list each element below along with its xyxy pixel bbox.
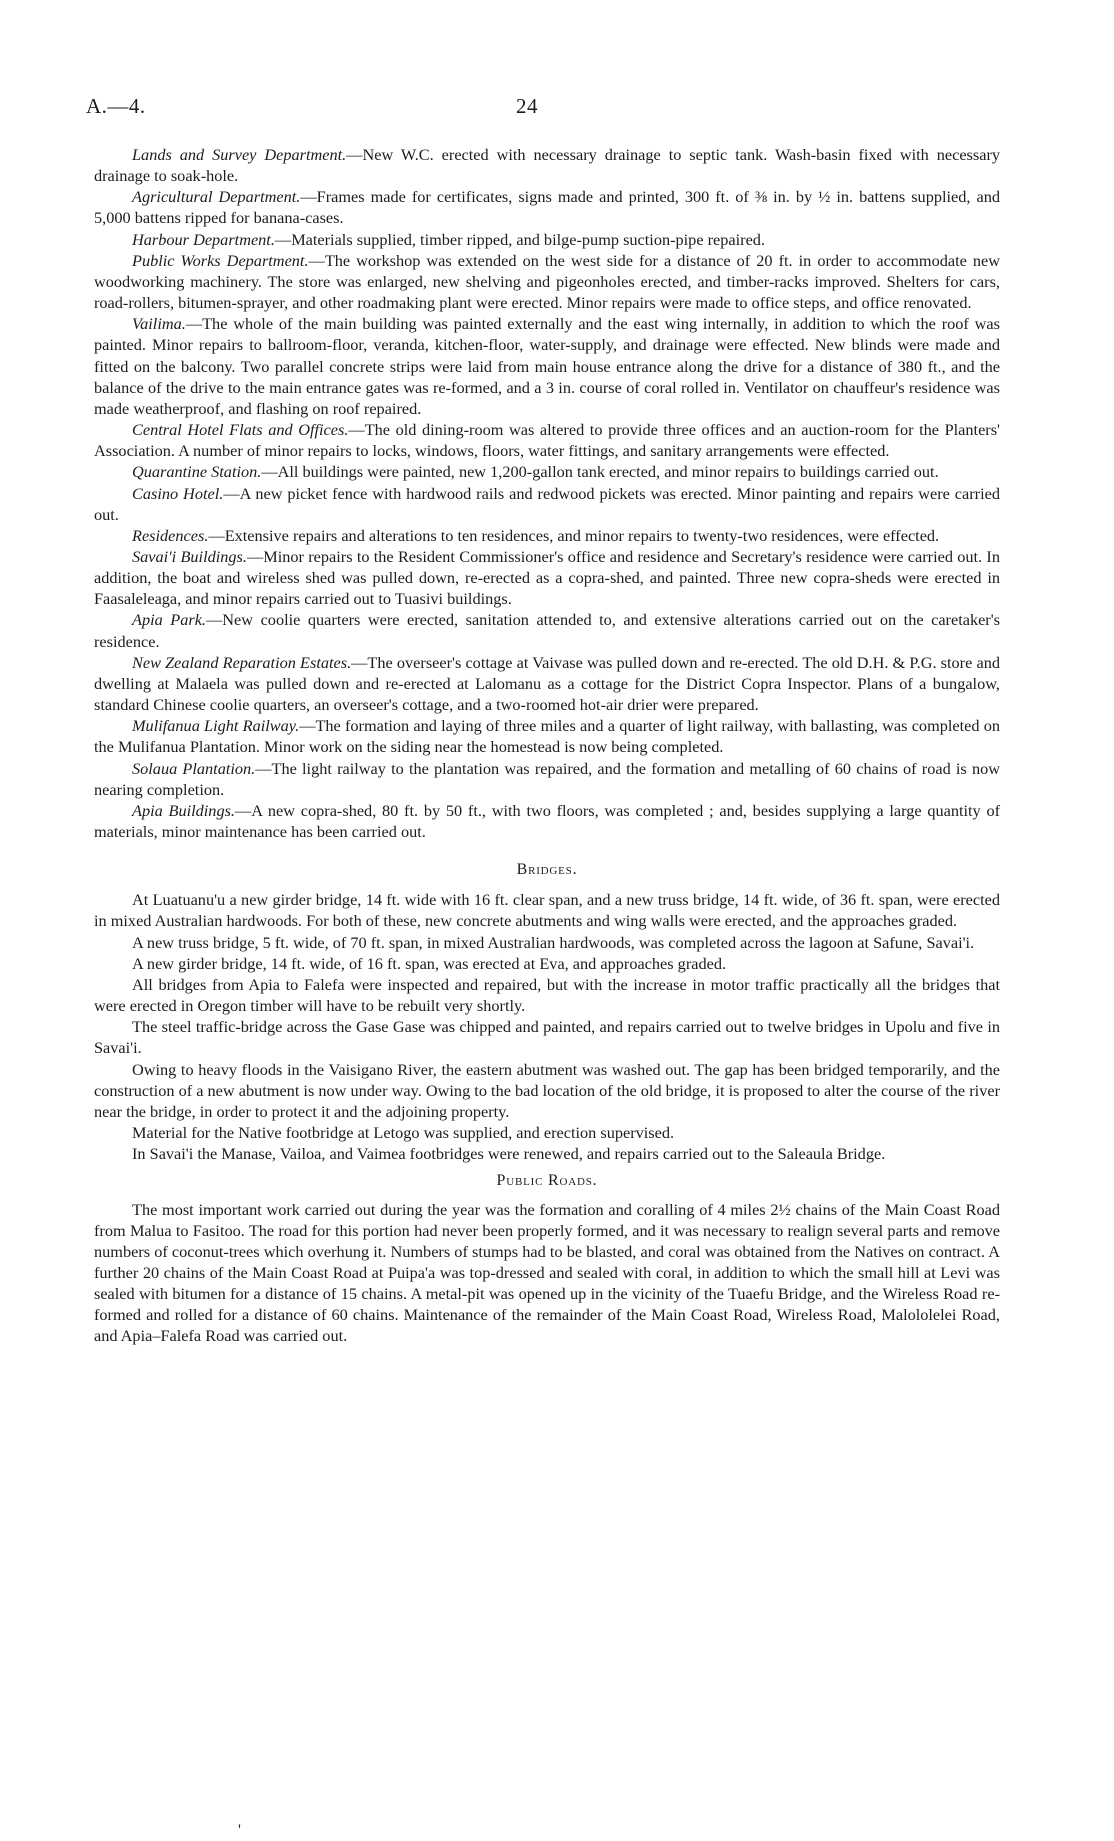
document-reference: A.—4. [86, 94, 146, 118]
paragraph-savaii [94, 546, 1000, 609]
paragraph-lead: Residences. [132, 525, 209, 545]
paragraph-lead: New Zealand Reparation Estates. [132, 652, 352, 672]
paragraph-vailima [94, 313, 1000, 419]
paragraph-mulifanua [94, 715, 1000, 757]
paragraph-quarantine [94, 461, 1000, 482]
paragraph-apia-park [94, 609, 1000, 651]
bridges-paragraph: In Savai'i the Manase, Vailoa, and Vaimea footbridges were renewed, and repairs carried out to the Saleaula Bridge. [132, 1144, 886, 1164]
paragraph-text: —The formation and laying of three miles and a quarter of light railway, with ballasting, was completed on the Mulifanua Plantation. Minor work on the siding near the homestead is now being completed. [94, 716, 1001, 757]
paragraph-lead: Agricultural Department. [132, 187, 301, 207]
page-number: 24 [516, 94, 538, 118]
document-body [94, 144, 1000, 1347]
paragraph-solaua [94, 758, 1000, 800]
paragraph-text: —A new picket fence with hardwood rails and redwood pickets was erected. Minor painting and repairs were carried out. [94, 483, 1000, 524]
paragraph-lead: Solaua Plantation. [132, 758, 256, 778]
paragraph-lead: Apia Buildings. [132, 800, 235, 820]
paragraph-text: —A new copra-shed, 80 ft. by 50 ft., with two floors, was completed ; and, besides supplying a large quantity of materials, minor maintenance has been carried out. [94, 800, 1001, 841]
paragraph-text: —The whole of the main building was painted externally and the east wing internally, in addition to which the roof was painted. Minor repairs to ballroom-floor, veranda, kitchen-floor, water-supply, and drainage were effected. New blinds were made and fitted on the balcony. Two parallel concrete strips were laid from main house entrance along the drive for a distance of 380 ft., and the balance of the drive to the main entrance gates was re-formed, and a 3 in. course of coral rolled in. Ventilator on chauffeur's residence was made weatherproof, and flashing on roof repaired. [94, 314, 1000, 418]
paragraph-lead: Mulifanua Light Railway. [132, 716, 300, 736]
paragraph-lead: Harbour Department. [132, 229, 275, 249]
section-heading-bridges: Bridges. [516, 861, 578, 879]
paragraph-reparation-estates [94, 652, 1000, 715]
paragraph-lead: Central Hotel Flats and Offices. [132, 420, 349, 440]
paragraph-text: —Materials supplied, timber ripped, and bilge-pump suction-pipe repaired. [274, 229, 766, 249]
bridges-paragraph: The steel traffic-bridge across the Gase Gase was chipped and painted, and repairs carried out to twelve bridges in Upolu and five in Savai'i. [94, 1017, 1000, 1058]
roads-paragraph: The most important work carried out during the year was the formation and coralling of 4 miles 2½ chains of the Main Coast Road from Malua to Fasitoo. The road for this portion had never been properly formed, and it was necessary to realign several parts and remove numbers of coconut-trees which overhung it. Numbers of stumps had to be blasted, and coral was obtained from the Natives on contract. A further 20 chains of the Main Coast Road at Puipa'a was top-dressed and sealed with coral, in addition to which the small hill at Levi was sealed with bitumen for a distance of 15 chains. A metal-pit was opened up in the vicinity of the Tuaefu Bridge, and the Wireless Road re-formed and rolled for a distance of 60 chains. Maintenance of the remainder of the Main Coast Road, Wireless Road, Malololelei Road, and Apia–Falefa Road was carried out. [94, 1199, 1000, 1346]
paragraph-lead: Public Works Department. [132, 250, 309, 270]
paragraph-text: —The overseer's cottage at Vaivase was pulled down and re-erected. The old D.H. & P.G. store and dwelling at Malaela was pulled down and re-erected at Lalomanu as a cottage for the District Copra Inspector. Plans of a bungalow, standard Chinese coolie quarters, an overseer's cottage, and a two-roomed hot-air drier were prepared. [94, 652, 1000, 715]
paragraph-lead: Apia Park. [132, 610, 207, 630]
bridges-paragraph: A new girder bridge, 14 ft. wide, of 16 ft. span, was erected at Eva, and approaches graded. [132, 953, 727, 973]
paragraph-text: —The old dining-room was altered to provide three offices and an auction-room for the Planters' Association. A number of minor repairs to locks, windows, floors, water fittings, and sanitary arrangements were effected. [94, 420, 1000, 461]
paragraph-text: —All buildings were painted, new 1,200-gallon tank erected, and minor repairs to buildings carried out. [261, 462, 939, 482]
bridges-paragraph: A new truss bridge, 5 ft. wide, of 70 ft. span, in mixed Australian hardwoods, was completed across the lagoon at Safune, Savai'i. [132, 932, 975, 952]
paragraph-lead: Quarantine Station. [132, 462, 262, 482]
paragraph-agricultural [94, 186, 1000, 228]
paragraph-text: —New W.C. erected with necessary drainage to septic tank. Wash-basin fixed with necessary drainage to soak-hole. [94, 145, 1001, 186]
paragraph-lands-survey [94, 144, 1000, 186]
paragraph-text: —Frames made for certificates, signs made and printed, 300 ft. of ⅜ in. by ½ in. battens supplied, and 5,000 battens ripped for banana-cases. [94, 187, 1000, 228]
paragraph-residences [94, 525, 1000, 546]
paragraph-central-hotel [94, 419, 1000, 461]
section-heading-public-roads: Public Roads. [496, 1172, 598, 1190]
paragraph-public-works [94, 250, 1000, 313]
paragraph-apia-buildings [94, 800, 1000, 842]
paragraph-lead: Vailima. [132, 314, 186, 334]
paragraph-text: —Minor repairs to the Resident Commissioner's office and residence and Secretary's residence were carried out. In addition, the boat and wireless shed was pulled down, re-erected as a copra-shed, and painted. Three new copra-sheds were erected in Faasaleleaga, and minor repairs carried out to Tuasivi buildings. [94, 546, 1000, 609]
footer-mark: ' [238, 1822, 241, 1839]
paragraph-text: —New coolie quarters were erected, sanitation attended to, and extensive alterations carried out on the caretaker's residence. [94, 610, 1000, 651]
paragraph-casino [94, 483, 1000, 525]
paragraph-harbour [94, 229, 1000, 250]
bridges-paragraph: All bridges from Apia to Falefa were inspected and repaired, but with the increase in motor traffic practically all the bridges that were erected in Oregon timber will have to be rebuilt very shortly. [94, 974, 1000, 1016]
paragraph-text: —The light railway to the plantation was repaired, and the formation and metalling of 60 chains of road is now nearing completion. [94, 758, 1000, 799]
paragraph-text: —Extensive repairs and alterations to ten residences, and minor repairs to twenty-two residences, were effected. [208, 525, 940, 545]
bridges-paragraph: At Luatuanu'u a new girder bridge, 14 ft. wide with 16 ft. clear span, and a new truss bridge, 14 ft. wide, of 36 ft. span, were erected in mixed Australian hardwoods. For both of these, new concrete abutments and wing walls were erected, and the approaches graded. [94, 890, 1000, 931]
bridges-paragraph: Material for the Native footbridge at Letogo was supplied, and erection supervised. [132, 1123, 675, 1143]
bridges-paragraph: Owing to heavy floods in the Vaisigano River, the eastern abutment was washed out. The gap has been bridged temporarily, and the construction of a new abutment is now under way. Owing to the bad location of the old bridge, it is proposed to alter the course of the river near the bridge, in order to protect it and the adjoining property. [94, 1059, 1000, 1121]
paragraph-text: —The workshop was extended on the west side for a distance of 20 ft. in order to accommodate new woodworking machinery. The store was enlarged, new shelving and pigeonholes erected, and timber-racks improved. Shelters for cars, road-rollers, bitumen-sprayer, and other roadmaking plant were erected. Minor repairs were made to office steps, and office renovated. [94, 250, 1000, 313]
paragraph-lead: Casino Hotel. [132, 483, 224, 503]
paragraph-lead: Lands and Survey Department. [132, 145, 347, 164]
paragraph-lead: Savai'i Buildings. [132, 546, 247, 566]
